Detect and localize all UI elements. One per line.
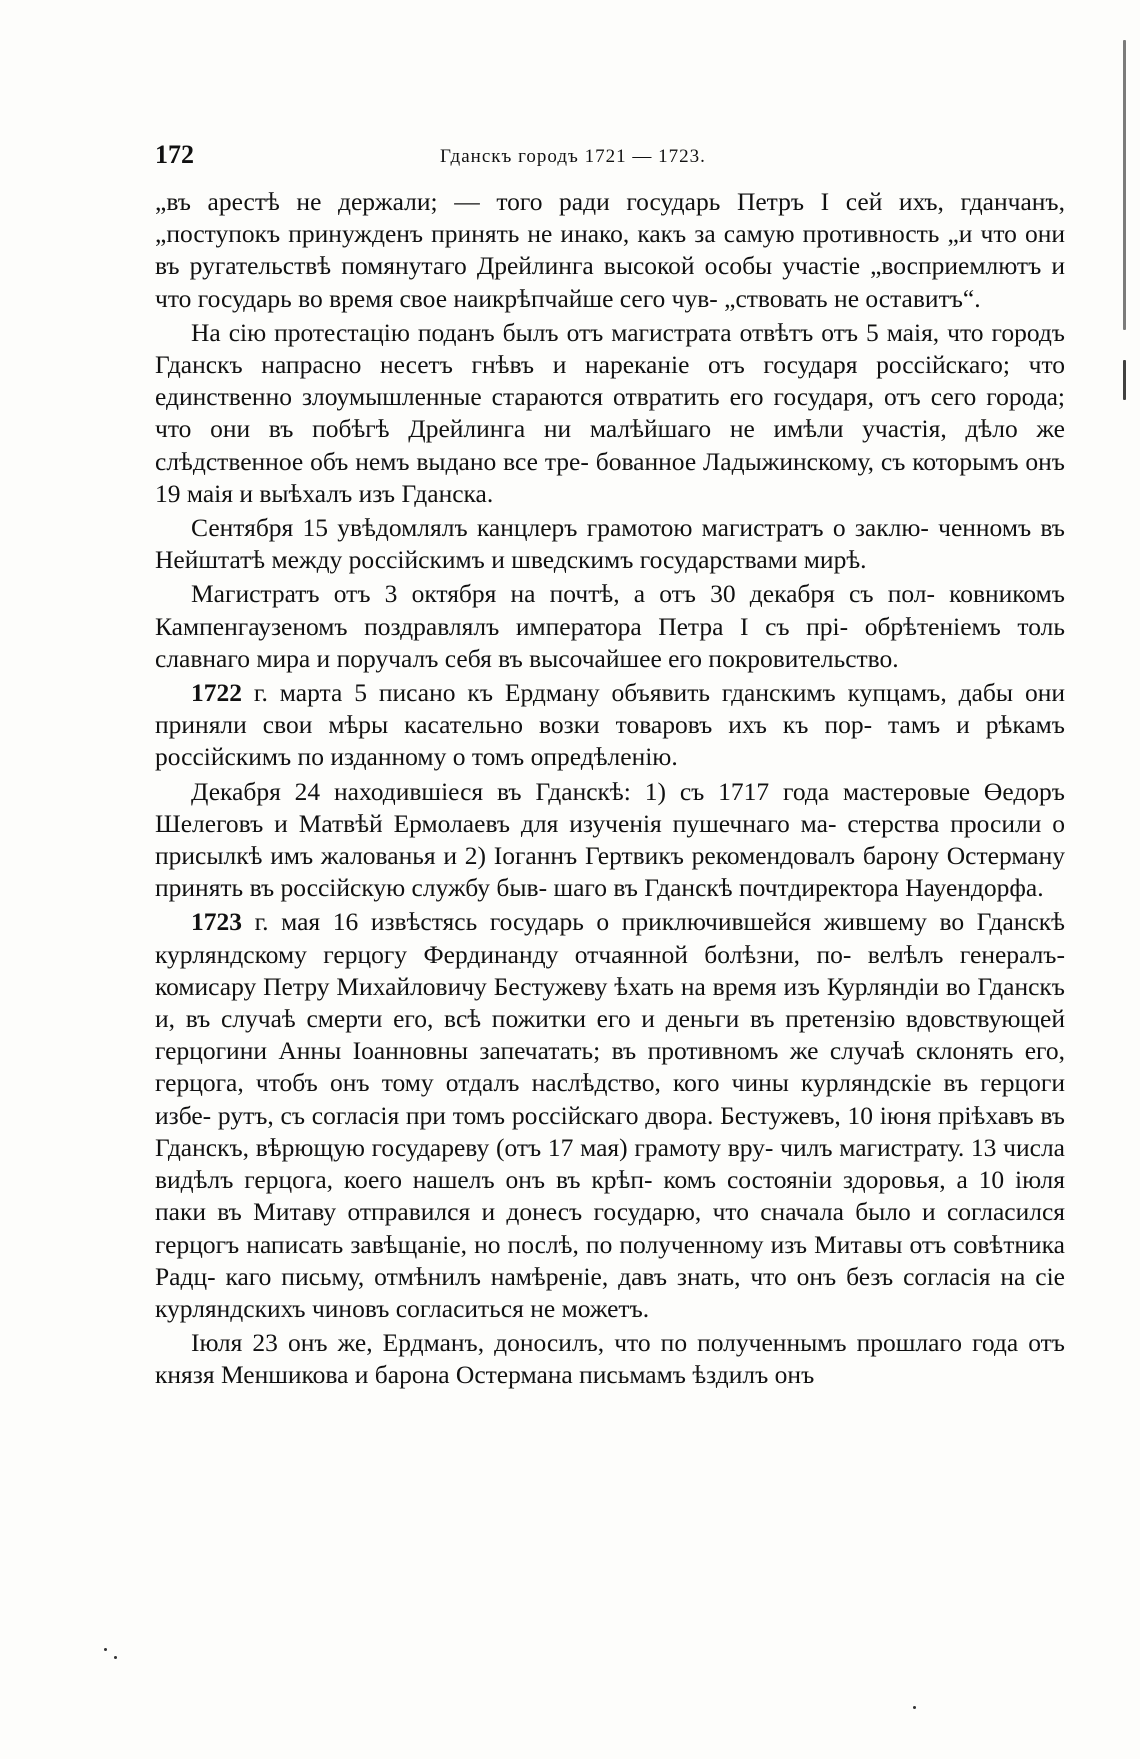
paragraph-text: Сентября 15 увѣдомлялъ канцлеръ грамотою магистратъ о заклю- ченномъ въ Нейштатѣ между россійскимъ и шведскимъ государствами мирѣ. xyxy=(155,513,1065,575)
paragraph-1 xyxy=(155,186,1065,315)
year-label: 1722 xyxy=(191,678,242,708)
paragraph-text: Іюля 23 онъ же, Ердманъ, доносилъ, что по полученнымъ прошлаго года отъ князя Меншикова и барона Остермана письмамъ ѣздилъ онъ xyxy=(155,1328,1065,1390)
paragraph-8 xyxy=(155,1327,1065,1391)
running-head: Гданскъ городъ 1721 — 1723. xyxy=(440,146,706,167)
page-header xyxy=(155,140,1065,180)
text-body xyxy=(155,186,1065,1394)
page-dot xyxy=(104,1648,107,1651)
paragraph-2 xyxy=(155,317,1065,510)
paragraph-text: На сію протестацію поданъ былъ отъ магистрата отвѣтъ отъ 5 маія, что городъ Гданскъ напрасно несетъ гнѣвъ и нареканіе отъ государя россійскаго; что единственно злоумышленные стараются отвратить его государя, отъ сего города; что они въ побѣгѣ Дрейлинга ни малѣйшаго не имѣли участія, дѣло же слѣдственное объ немъ выдано все тре- бованное Ладыжинскому, съ которымъ онъ 19 маія и выѣхалъ изъ Гданска. xyxy=(155,317,1065,508)
paragraph-7 xyxy=(155,906,1065,1325)
margin-mark xyxy=(1123,360,1126,400)
paragraph-4 xyxy=(155,578,1065,675)
page-dot xyxy=(114,1656,117,1659)
page-number: 172 xyxy=(155,140,194,169)
year-label: 1723 xyxy=(191,907,242,937)
paragraph-text: г. марта 5 писано къ Ердману объявить гданскимъ купцамъ, дабы они приняли свои мѣры касательно возки товаровъ ихъ къ пор- тамъ и рѣкамъ россійскимъ по изданному о томъ опредѣленію. xyxy=(155,678,1065,772)
paragraph-text: Декабря 24 находившіеся въ Гданскѣ: 1) съ 1717 года мастеровые Өедоръ Шелеговъ и Матвѣй Ермолаевъ для изученія пушечнаго ма- стерства просили о присылкѣ имъ жалованья и 2) Іоганнъ Гертвикъ рекомендовалъ барону Остерману принять въ россійскую службу быв- шаго въ Гданскѣ почтдиректора Науендорфа. xyxy=(155,776,1065,903)
page-dot xyxy=(913,1706,916,1709)
paragraph-text: г. мая 16 извѣстясь государь о приключившейся жившему во Гданскѣ курляндскому герцогу Фердинанду отчаянной болѣзни, по- велѣлъ генералъ-комисару Петру Михайловичу Бестужеву ѣхать на время изъ Курляндіи во Гданскъ и, въ случаѣ смерти его, всѣ пожитки его и деньги въ претензію вдовствующей герцогини Анны Іоанновны запечатать; въ противномъ же случаѣ склонять его, герцога, чтобъ онъ тому отдалъ наслѣдство, кого чины курляндскіе въ герцоги избе- рутъ, съ согласія при томъ россійскаго двора. Бестужевъ, 10 іюня пріѣхавъ въ Гданскъ, вѣрющую государеву (отъ 17 мая) грамоту вру- чилъ магистрату. 13 числа видѣлъ герцога, коего нашелъ онъ въ крѣп- комъ состояніи здоровья, а 10 іюля паки въ Митаву отправился и донесъ государю, что сначала было и согласился герцогъ написать завѣщаніе, но послѣ, по полученному изъ Митавы отъ совѣтника Радц- каго письму, отмѣнилъ намѣреніе, давъ знать, что онъ безъ согласія на сіе курляндскихъ чиновъ согласиться не можетъ. xyxy=(155,907,1065,1323)
paragraph-5 xyxy=(155,677,1065,774)
margin-mark xyxy=(1123,40,1126,330)
paragraph-3 xyxy=(155,512,1065,576)
paragraph-text: Магистратъ отъ 3 октября на почтѣ, а отъ 30 декабря съ пол- ковникомъ Кампенгаузеномъ поздравлялъ императора Петра I съ прі- обрѣтеніемъ толь славнаго мира и поручалъ себя въ высочайшее его покровительство. xyxy=(155,579,1065,673)
paragraph-text: „въ арестѣ не держали; — того ради государь Петръ I сей ихъ, гданчанъ, „поступокъ принужденъ принять не инако, какъ за самую противность „и что они въ ругательствѣ помянутаго Дрейлинга высокой особы участіе „восприемлютъ и что государь во время свое наикрѣпчайше сего чув- „ствовать не оставитъ“. xyxy=(155,187,1065,313)
paragraph-6 xyxy=(155,776,1065,905)
